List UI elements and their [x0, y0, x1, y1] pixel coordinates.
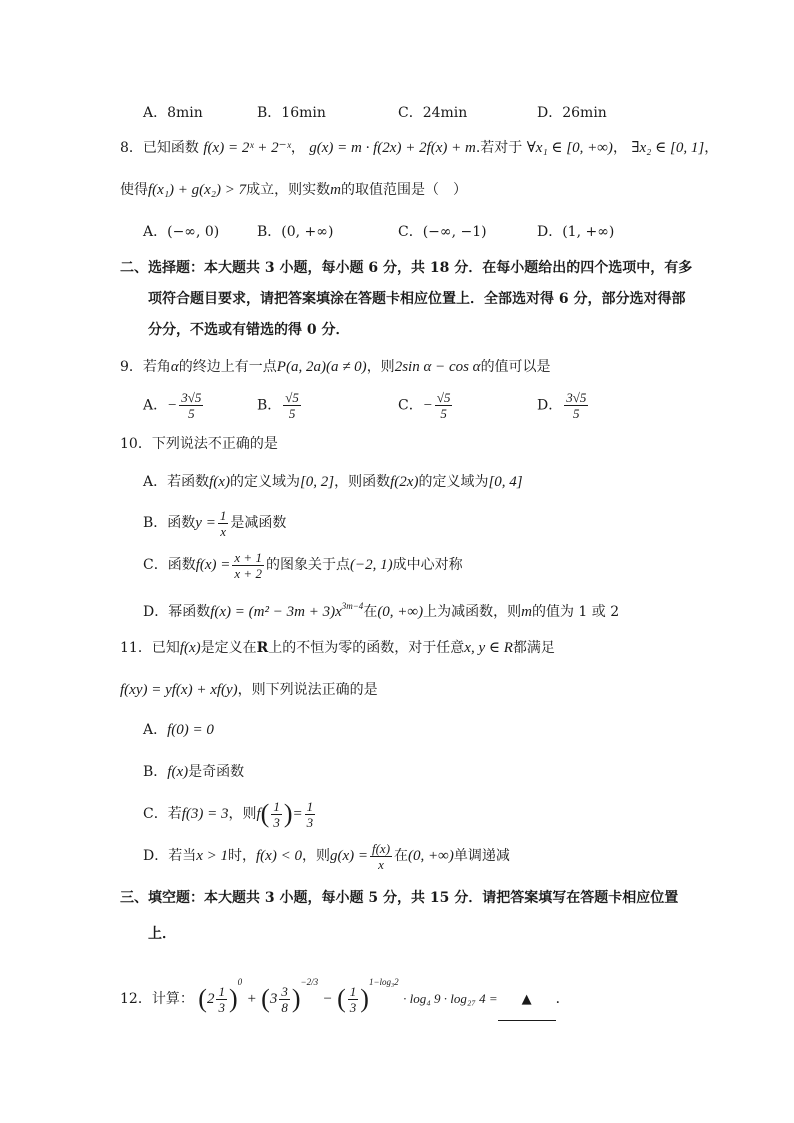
fraction-numerator: 1 — [349, 983, 357, 999]
math: [0, 2] — [299, 474, 335, 490]
q12-stem — [120, 962, 570, 1021]
q7-option-c: C．24min — [398, 105, 468, 121]
q9-text: 的终边上有一点 — [178, 359, 277, 375]
text: 的值为 1 或 2 — [531, 604, 620, 620]
q9-alpha: α — [170, 359, 179, 375]
q10-stem: 10．下列说法不正确的是 — [120, 436, 278, 452]
text: 在 — [394, 848, 409, 864]
fraction-numerator: f(x) — [371, 840, 391, 856]
math: m — [521, 604, 532, 620]
math: f(3) = 3 — [181, 806, 229, 822]
q7-option-b: B．16min — [257, 105, 326, 121]
fraction-denominator: 8 — [281, 999, 288, 1015]
text: ，则函数 — [334, 474, 391, 490]
left-paren: ( — [337, 984, 346, 1013]
answer-blank[interactable] — [498, 979, 556, 1021]
text: 的定义域为 — [418, 474, 489, 490]
math: x, y ∈ R — [464, 640, 513, 656]
math: = — [292, 806, 303, 822]
q9-option-c — [398, 390, 454, 421]
fraction-denominator: x + 2 — [234, 565, 262, 581]
text: 是减函数 — [230, 515, 287, 531]
math: f — [256, 806, 261, 822]
math: y = — [195, 515, 216, 531]
fraction-numerator: x + 1 — [234, 549, 262, 565]
fraction — [370, 841, 392, 872]
section3-heading-line2: 上． — [148, 926, 176, 942]
text: 的定义域为 — [229, 474, 300, 490]
right-paren: ) — [360, 984, 369, 1013]
log-terms: · log₄ 9 · log₂₇ 4 = — [403, 991, 498, 1006]
q8-text: 成立，则实数 — [246, 182, 331, 198]
math: f(x) < 0 — [256, 848, 302, 864]
fraction — [232, 550, 264, 581]
fraction-denominator: 3 — [273, 814, 280, 830]
q8-variable: m — [330, 182, 341, 198]
q8-number: 8． — [120, 140, 143, 156]
fraction-numerator: √5 — [285, 390, 299, 405]
q9-text: 的值可以是 — [480, 359, 551, 375]
fraction-denominator: 3 — [218, 999, 225, 1015]
q8-f-definition: f(x) = 2ˣ + 2⁻ˣ — [203, 140, 291, 156]
option-fraction — [283, 390, 301, 421]
fraction-denominator: 5 — [188, 406, 195, 421]
q8-text: 的取值范围是（ ） — [340, 182, 467, 198]
q9-point: P(a, 2a)(a ≠ 0) — [276, 359, 367, 375]
q7-option-d: D．26min — [537, 105, 607, 121]
option-fraction — [564, 390, 588, 421]
text: 成中心对称 — [392, 557, 463, 573]
text: ，则 — [228, 806, 257, 822]
fraction-denominator: 3 — [306, 814, 314, 830]
text: 是定义在 — [200, 640, 257, 656]
q8-option-b: B．(0, +∞) — [257, 224, 334, 240]
q8-sep: ， — [290, 140, 305, 156]
option-label: D． — [537, 397, 563, 414]
math: f(2x) — [390, 474, 419, 490]
option-sign: − — [167, 397, 178, 414]
q10-option-a — [143, 472, 523, 492]
math: f(x) — [167, 764, 189, 780]
q9-option-b — [257, 390, 303, 421]
math: f(x) = — [195, 557, 231, 573]
math: f(0) = 0 — [167, 722, 214, 738]
fraction — [305, 799, 316, 830]
fraction-denominator: 5 — [573, 406, 580, 421]
option-label: B． — [257, 397, 282, 414]
q8-g-definition: g(x) = m · f(2x) + 2f(x) + m — [309, 140, 476, 156]
fraction-numerator: 1 — [219, 507, 227, 523]
text: ，则下列说法正确的是 — [237, 682, 378, 698]
math: (0, +∞) — [408, 848, 454, 864]
section2-heading-line2: 项符合题目要求，请把答案填涂在答题卡相应位置上．全部选对得 6 分，部分选对得部 — [148, 291, 686, 307]
q9-expression: 2sin α − cos α — [394, 359, 481, 375]
q8-sep: ， — [612, 140, 627, 156]
q11-option-d — [143, 840, 510, 872]
q9-number: 9． — [120, 359, 143, 375]
fraction — [216, 984, 227, 1015]
q9-text: 若角 — [142, 359, 171, 375]
section3-heading: 三、填空题：本大题共 3 小题，每小题 5 分，共 15 分．请把答案填写在答题卡相应位置 — [120, 890, 679, 906]
period: ． — [555, 991, 570, 1007]
text: C．若 — [143, 806, 182, 822]
q8-stem-line2 — [120, 180, 467, 200]
mixed-integer: 3 — [269, 991, 278, 1007]
q11-option-c — [143, 796, 317, 832]
math: [0, 4] — [488, 474, 523, 490]
operator: − — [322, 991, 333, 1007]
option-fraction — [435, 390, 453, 421]
math: f(x) = (m² − 3m + 3)x — [210, 604, 342, 620]
q8-exists: ∃x₂ ∈ [0, 1] — [631, 140, 705, 156]
q7-option-a: A．8min — [143, 105, 203, 121]
q11-stem-line2 — [120, 680, 378, 700]
q9-stem — [120, 357, 551, 377]
option-label: B． — [143, 764, 168, 780]
text: D．幂函数 — [143, 604, 211, 620]
exponent: 0 — [237, 977, 243, 987]
exponent: 3m−4 — [341, 601, 364, 611]
fraction — [348, 984, 359, 1015]
text: 时， — [228, 848, 257, 864]
text: A．若函数 — [143, 474, 210, 490]
fraction-numerator: √5 — [436, 390, 451, 405]
fraction — [218, 508, 229, 539]
text: D．若当 — [143, 848, 197, 864]
mixed-integer: 2 — [206, 991, 215, 1007]
right-paren: ) — [283, 799, 293, 828]
exponent: 1−log₃2 — [368, 977, 399, 987]
q8-text: 使得 — [120, 182, 148, 198]
fraction-numerator: 3 — [281, 983, 288, 999]
q9-option-d — [537, 390, 590, 421]
math: f(x) — [209, 474, 230, 490]
fraction — [271, 799, 282, 830]
section2-heading: 二、选择题：本大题共 3 小题，每小题 6 分，共 18 分．在每小题给出的四个选项中，有多 — [120, 260, 693, 276]
right-paren: ) — [228, 984, 238, 1013]
fraction — [279, 984, 290, 1015]
text: 单调递减 — [453, 848, 510, 864]
math: (−2, 1) — [349, 557, 393, 573]
q9-text: ，则 — [366, 359, 395, 375]
fraction-numerator: 3√5 — [566, 390, 587, 405]
q8-sep: ， — [704, 140, 719, 156]
fraction-numerator: 1 — [273, 798, 280, 814]
fraction-denominator: 5 — [288, 406, 296, 421]
math: g(x) = — [329, 848, 368, 864]
fraction-numerator: 3√5 — [181, 390, 202, 405]
q11-stem-line1 — [120, 638, 555, 658]
right-paren: ) — [291, 984, 301, 1013]
operator: + — [246, 991, 257, 1007]
math: f(x) — [179, 640, 201, 656]
q10-option-d — [143, 596, 619, 622]
q12-label: 12．计算： — [120, 991, 194, 1007]
q8-text: 已知函数 — [142, 140, 199, 156]
text: 11．已知 — [120, 640, 180, 656]
text: 的图象关于点 — [265, 557, 350, 573]
q8-condition: f(x₁) + g(x₂) > 7 — [148, 182, 247, 198]
q10-option-c — [143, 549, 463, 581]
q8-stem-line1 — [120, 138, 718, 158]
option-fraction — [179, 390, 203, 421]
text: ，则 — [301, 848, 330, 864]
fraction-numerator: 1 — [306, 798, 314, 814]
q10-option-b — [143, 507, 286, 539]
q11-option-b — [143, 762, 244, 782]
q11-option-a — [143, 720, 214, 740]
fraction-denominator: x — [378, 856, 384, 872]
option-label: A． — [143, 397, 168, 414]
option-label: C． — [398, 397, 423, 414]
left-paren: ( — [261, 984, 270, 1013]
fraction-denominator: 5 — [440, 406, 447, 421]
q8-text: .若对于 — [475, 140, 523, 156]
text: 在 — [363, 604, 378, 620]
fraction-numerator: 1 — [218, 983, 225, 999]
text: 都满足 — [512, 640, 555, 656]
q8-forall: ∀x₁ ∈ [0, +∞) — [526, 140, 613, 156]
left-paren: ( — [260, 799, 270, 828]
triangle-mark-icon: ▲ — [521, 992, 532, 1007]
math: x > 1 — [196, 848, 229, 864]
text: 是奇函数 — [188, 764, 245, 780]
text: 上为减函数，则 — [423, 604, 522, 620]
exponent: −2/3 — [300, 977, 319, 987]
text: B．函数 — [143, 515, 196, 531]
section2-heading-line3: 分分，不选或有错选的得 0 分． — [148, 322, 350, 338]
left-paren: ( — [198, 984, 207, 1013]
text: C．函数 — [143, 557, 196, 573]
q8-option-a: A．(−∞, 0) — [143, 224, 220, 240]
math: (0, +∞) — [377, 604, 424, 620]
q9-option-a — [143, 390, 205, 421]
fraction-denominator: 3 — [349, 999, 357, 1015]
text: 上的不恒为零的函数，对于任意 — [268, 640, 465, 656]
q8-option-d: D．(1, +∞) — [537, 224, 615, 240]
q8-option-c: C．(−∞, −1) — [398, 224, 487, 240]
option-label: A． — [143, 722, 168, 738]
math: R — [256, 640, 269, 656]
fraction-denominator: x — [220, 523, 226, 539]
math: f(xy) = yf(x) + xf(y) — [120, 682, 238, 698]
option-sign: − — [422, 397, 433, 414]
